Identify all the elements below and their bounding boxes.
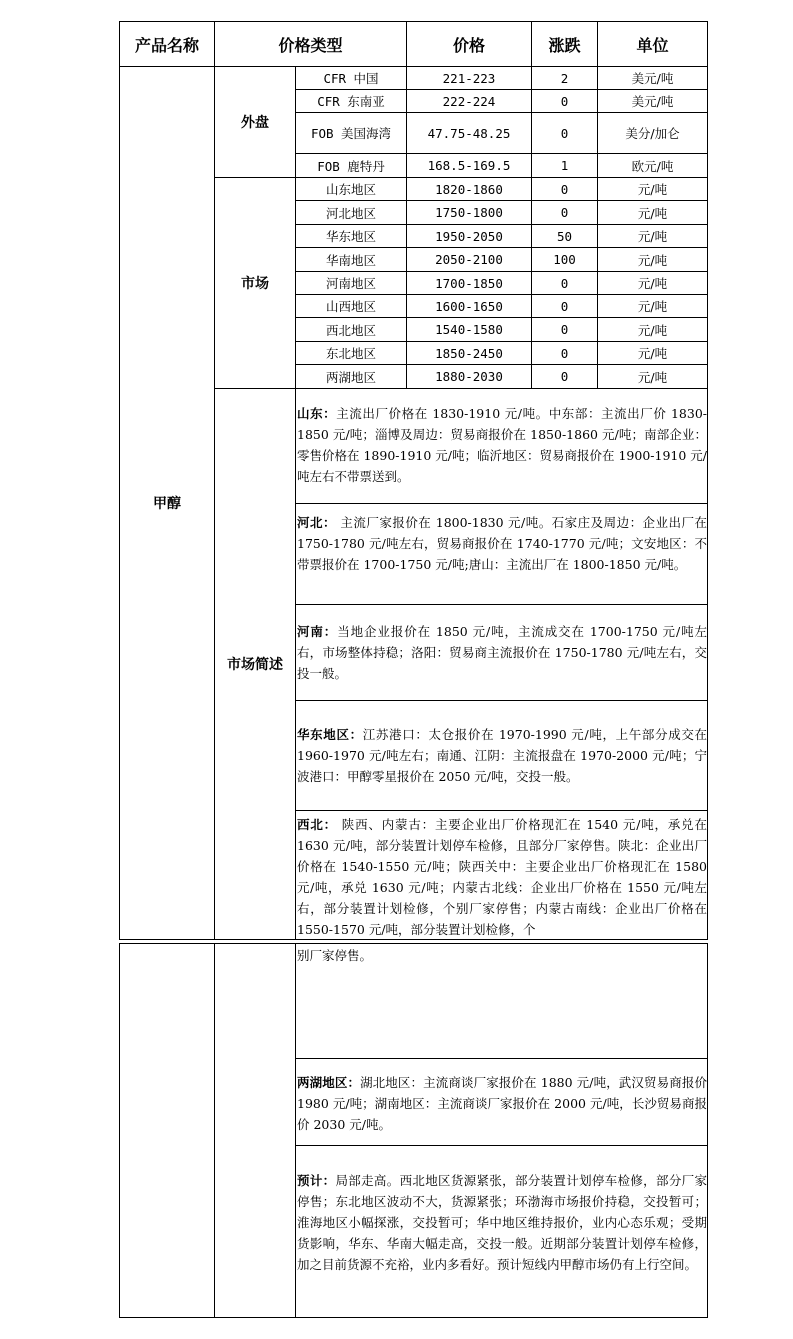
summary-text: 陕西、内蒙古：主要企业出厂价格现汇在 1540 元/吨，承兑在 1630 元/吨，部分装置计划停车检修，且部分厂家停售。陕北：企业出厂价格在 1540-1550 元/吨；陕西关中：主要企业出厂价格现汇在 1580 元/吨，承兑 1630 元/吨；内蒙古北线：企业出厂价格在 1550 元/吨左右，部分装置计划检修，个别厂家停售；内蒙古南线：企业出厂价格在 1550-1570 元/吨，部分装置计划检修，个 xyxy=(297,817,707,937)
header-unit: 单位 xyxy=(636,35,669,55)
row-change: 0 xyxy=(560,205,569,220)
row-type: FOB 美国海湾 xyxy=(310,126,392,141)
summary-label: 西北： xyxy=(297,817,337,832)
row-change: 50 xyxy=(556,228,573,244)
row-price: 47.75-48.25 xyxy=(427,125,511,141)
row-unit: 元/吨 xyxy=(637,346,668,361)
row-price: 1950-2050 xyxy=(435,228,503,244)
summary-label: 预计： xyxy=(297,1173,336,1188)
row-type: FOB 鹿特丹 xyxy=(317,158,385,174)
row-type: 河南地区 xyxy=(325,276,376,291)
row-price: 1750-1800 xyxy=(435,205,503,220)
summary-text: 主流出厂价格在 1830-1910 元/吨。中东部：主流出厂价 1830-1850 元/吨；淄博及周边：贸易商报价在 1850-1860 元/吨；南部企业：零售价格在 1890-1910 元/吨；临沂地区：贸易商报价在 1900-1910 元/吨左右不带票送到。 xyxy=(297,406,708,484)
summary-shandong xyxy=(297,403,707,495)
summary-label: 河南： xyxy=(297,624,338,639)
row-change: 0 xyxy=(560,275,569,291)
row-type: 两湖地区 xyxy=(325,369,376,385)
section-summary: 市场简述 xyxy=(227,657,283,673)
row-unit: 美元/吨 xyxy=(631,71,674,86)
row-change: 2 xyxy=(560,70,569,86)
row-type: 山西地区 xyxy=(325,299,376,314)
row-unit: 元/吨 xyxy=(637,276,668,291)
header-price: 价格 xyxy=(452,35,485,55)
row-unit: 元/吨 xyxy=(637,205,668,221)
row-type: 西北地区 xyxy=(325,322,376,338)
row-type: 山东地区 xyxy=(325,182,376,197)
row-change: 100 xyxy=(553,252,576,267)
row-price: 1880-2030 xyxy=(435,369,503,384)
summary-huadong xyxy=(297,724,707,796)
row-price: 1540-1580 xyxy=(435,322,503,337)
row-unit: 欧元/吨 xyxy=(631,158,674,174)
row-type: 河北地区 xyxy=(325,205,376,221)
summary-label: 华东地区： xyxy=(297,727,363,742)
row-unit: 元/吨 xyxy=(637,369,668,385)
summary-hebei xyxy=(297,512,707,600)
summary-label: 山东： xyxy=(297,406,337,421)
row-price: 1600-1650 xyxy=(435,298,503,314)
row-price: 168.5-169.5 xyxy=(427,158,511,173)
row-price: 221-223 xyxy=(442,70,496,86)
summary-lianghu xyxy=(297,1072,707,1138)
row-price: 1850-2450 xyxy=(435,345,503,361)
row-price: 1700-1850 xyxy=(435,275,503,291)
row-change: 0 xyxy=(560,125,569,141)
row-change: 0 xyxy=(560,298,569,314)
row-change: 0 xyxy=(560,345,569,361)
summary-text: 主流厂家报价在 1800-1830 元/吨。石家庄及周边：企业出厂在 1750-1780 元/吨左右，贸易商报价在 1740-1770 元/吨；文安地区：不带票报价在 1700-1750 元/吨;唐山：主流出厂在 1800-1850 元/吨。 xyxy=(297,515,707,572)
row-unit: 元/吨 xyxy=(637,229,668,244)
summary-text: 湖北地区：主流商谈厂家报价在 1880 元/吨，武汉贸易商报价 1980 元/吨；湖南地区：主流商谈厂家报价在 2000 元/吨，长沙贸易商报价 2030 元/吨。 xyxy=(297,1075,707,1132)
summary-label: 河北： xyxy=(297,515,336,530)
row-unit: 元/吨 xyxy=(637,182,668,197)
summary-xibei xyxy=(297,814,707,939)
header-change: 涨跌 xyxy=(548,35,581,55)
row-type: 东北地区 xyxy=(325,346,376,361)
row-price: 222-224 xyxy=(442,93,496,109)
summary-henan xyxy=(297,621,707,693)
row-unit: 元/吨 xyxy=(637,322,668,338)
row-change: 1 xyxy=(560,158,569,173)
summary-forecast xyxy=(297,1170,707,1310)
row-price: 2050-2100 xyxy=(435,252,503,267)
product-name: 甲醇 xyxy=(153,496,181,512)
summary-label: 两湖地区： xyxy=(297,1075,361,1090)
summary-xibei-continued: 别厂家停售。 xyxy=(297,948,373,963)
row-change: 0 xyxy=(560,181,569,197)
header-product: 产品名称 xyxy=(134,35,199,55)
row-unit: 美分/加仑 xyxy=(625,126,680,141)
row-change: 0 xyxy=(560,369,569,384)
row-unit: 美元/吨 xyxy=(631,94,674,109)
row-change: 0 xyxy=(560,322,569,337)
row-type: CFR 东南亚 xyxy=(317,94,385,109)
header-price-type: 价格类型 xyxy=(278,35,343,55)
row-type: 华南地区 xyxy=(325,252,376,268)
summary-text: 当地企业报价在 1850 元/吨，主流成交在 1700-1750 元/吨左右，市场整体持稳；洛阳：贸易商主流报价在 1750-1780 元/吨左右，交投一般。 xyxy=(297,624,707,681)
row-type: 华东地区 xyxy=(325,229,376,244)
row-unit: 元/吨 xyxy=(637,299,668,314)
section-market: 市场 xyxy=(241,276,269,292)
row-type: CFR 中国 xyxy=(323,71,379,86)
summary-text: 局部走高。西北地区货源紧张，部分装置计划停车检修，部分厂家停售；东北地区波动不大，货源紧张；环渤海市场报价持稳，交投暂可；淮海地区小幅探涨，交投暂可；华中地区维持报价，业内心态乐观；受期货影响，华东、华南大幅走高，交投一般。近期部分装置计划停车检修，加之目前货源不充裕，业内多看好。预计短线内甲醇市场仍有上行空间。 xyxy=(297,1173,707,1272)
summary-text: 江苏港口：太仓报价在 1970-1990 元/吨，上午部分成交在 1960-1970 元/吨左右；南通、江阴：主流报盘在 1970-2000 元/吨；宁波港口：甲醇零星报价在 2050 元/吨，交投一般。 xyxy=(297,727,707,784)
row-unit: 元/吨 xyxy=(637,252,668,268)
row-price: 1820-1860 xyxy=(435,181,503,197)
row-change: 0 xyxy=(560,93,569,109)
section-external: 外盘 xyxy=(241,115,269,131)
